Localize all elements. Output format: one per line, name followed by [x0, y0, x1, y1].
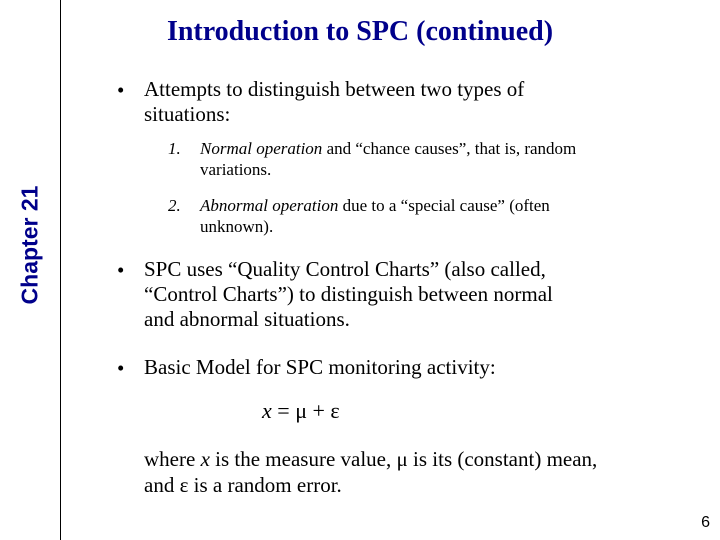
bullet-2-text: SPC uses “Quality Control Charts” (also called, “Control Charts”) to distinguish between normal and abnormal situations.: [144, 257, 553, 331]
item-2-number: 2.: [168, 196, 181, 215]
item-2-text: Abnormal operation due to a “special cause” (often unknown).: [200, 196, 550, 236]
bullet-marker: •: [117, 258, 125, 282]
item-1-text: Normal operation and “chance causes”, that is, random variations.: [200, 139, 577, 179]
page-number: 6: [701, 514, 710, 531]
item-2-emphasis: Abnormal operation: [200, 196, 339, 215]
bullet-marker: •: [117, 356, 125, 380]
chapter-label: Chapter 21: [16, 185, 43, 305]
slide-title: Introduction to SPC (continued): [166, 16, 554, 47]
item-1-number: 1.: [168, 139, 181, 158]
bullet-1-text: Attempts to distinguish between two types of situations:: [144, 77, 525, 126]
where-paragraph: where x is the measure value, μ is its (constant) mean, and ε is a random error.: [144, 447, 598, 497]
bullet-marker: •: [117, 78, 125, 102]
item-1-emphasis: Normal operation: [200, 139, 323, 158]
chapter-sidebar: [0, 0, 61, 540]
model-equation: x = μ + ε: [262, 398, 340, 423]
bullet-3-text: Basic Model for SPC monitoring activity:: [144, 355, 496, 379]
